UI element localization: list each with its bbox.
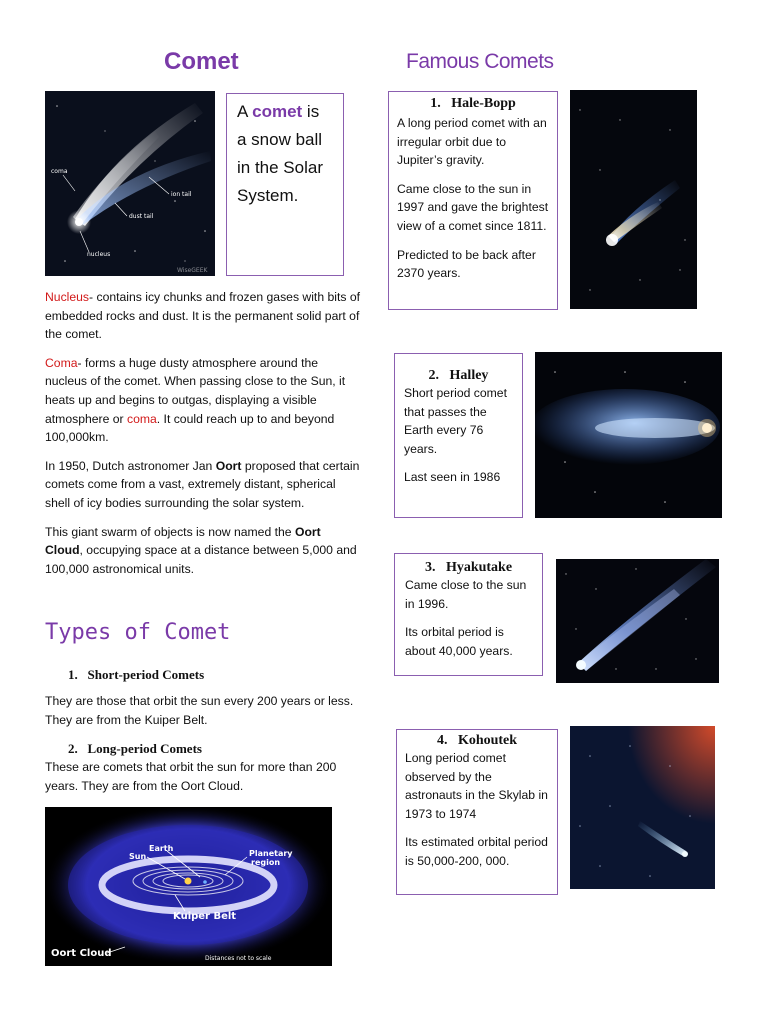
comet-anatomy-image [45, 91, 215, 276]
short-period-title: 1. Short-period Comets [68, 667, 205, 682]
page-title: Comet [164, 48, 239, 75]
label-nucleus: nucleus [87, 251, 111, 258]
definition-term: comet [252, 102, 303, 121]
nucleus-term: Nucleus [45, 290, 90, 304]
definition-box [226, 93, 344, 276]
hyakutake-photo [556, 559, 719, 683]
coma-term: Coma [45, 355, 78, 370]
comet-desc: Came close to the sun in 1997 and gave the brightest view of a comet since 1811. [397, 181, 549, 233]
label-planetary: Planetary [249, 849, 293, 858]
oort1-pre: In 1950, Dutch astronomer Jan [45, 458, 216, 473]
nucleus-paragraph [45, 288, 361, 344]
comet-desc: Long period comet observed by the astronauts in the Skylab in 1973 to 1974 [405, 751, 548, 821]
label-region: region [251, 858, 281, 867]
label-distances-note: Distances not to scale [205, 955, 272, 962]
oort1-post: proposed that certain comets come from a vast, extremely distant, spherical shell of icy bodies surrounding the solar system. [45, 458, 360, 510]
kohoutek-photo [570, 726, 715, 889]
comet-desc: Its orbital period is about 40,000 years. [405, 625, 513, 658]
nucleus-text: - contains icy chunks and frozen gases with bits of embedded rocks and dust. It is the permanent solid part of the comet. [45, 290, 361, 342]
comet-card-hale-bopp [388, 91, 558, 310]
oort-cloud-diagram [45, 807, 332, 966]
comet-title: 4. Kohoutek [436, 733, 518, 748]
halley-photo [535, 352, 722, 518]
oort1-bold: Oort [215, 458, 242, 473]
label-oort-cloud: Oort Cloud [51, 948, 112, 959]
comet-desc: Last seen in 1986 [404, 470, 501, 485]
label-sun: Sun [129, 852, 147, 861]
long-period-text: These are comets that orbit the sun for more than 200 years. They are from the Oort Cloud. [45, 760, 337, 793]
coma-text2: . It could reach up to and beyond 100,000km. [45, 411, 335, 445]
famous-comets-heading: Famous Comets [406, 50, 554, 73]
oort-paragraph-1 [45, 457, 361, 513]
comet-desc: Short period comet that passes the Earth every 76 years. [404, 386, 507, 456]
label-kuiper-belt: Kuiper Belt [173, 911, 237, 922]
comet-title: 1. Hale-Bopp [430, 96, 516, 111]
definition-pre: A [237, 102, 253, 121]
comet-card-halley [394, 353, 523, 518]
coma-text1: - forms a huge dusty atmosphere around the nucleus of the comet. When passing close to the Sun, it heats up and begins to outgas, displaying a visible atmosphere or [45, 355, 346, 426]
definition-post: is a snow ball in the Solar System. [237, 102, 323, 205]
comet-title: 3. Hyakutake [424, 560, 513, 575]
comet-desc: Its estimated orbital period is 50,000-200, 000. [405, 835, 548, 868]
oort2-bold: Oort Cloud [45, 524, 321, 558]
long-period-title: 2. Long-period Comets [68, 741, 202, 756]
oort2-post: , occupying space at a distance between 5,000 and 100,000 astronomical units. [45, 543, 357, 576]
coma-paragraph [45, 354, 361, 447]
comet-desc: A long period comet with an irregular orbit due to Jupiter’s gravity. [397, 116, 547, 168]
comet-desc: Came close to the sun in 1996. [405, 578, 527, 611]
label-coma: coma [51, 168, 68, 175]
label-ion-tail: ion tail [171, 191, 192, 198]
comet-card-hyakutake [394, 553, 543, 676]
watermark: WiseGEEK [177, 267, 208, 274]
types-heading: Types of Comet [45, 620, 231, 645]
comet-desc: Predicted to be back after 2370 years. [397, 247, 536, 281]
label-earth: Earth [149, 844, 174, 853]
label-dust-tail: dust tail [129, 213, 154, 220]
hale-bopp-photo [570, 90, 697, 309]
oort-paragraph-2 [45, 523, 361, 579]
left-body-text [45, 288, 361, 578]
short-period-text: They are those that orbit the sun every 200 years or less. They are from the Kuiper Belt. [45, 694, 354, 727]
comet-card-kohoutek [396, 729, 558, 895]
oort2-pre: This giant swarm of objects is now named the [45, 524, 295, 539]
coma-term-2: coma [126, 411, 157, 426]
comet-title: 2. Halley [428, 368, 489, 383]
